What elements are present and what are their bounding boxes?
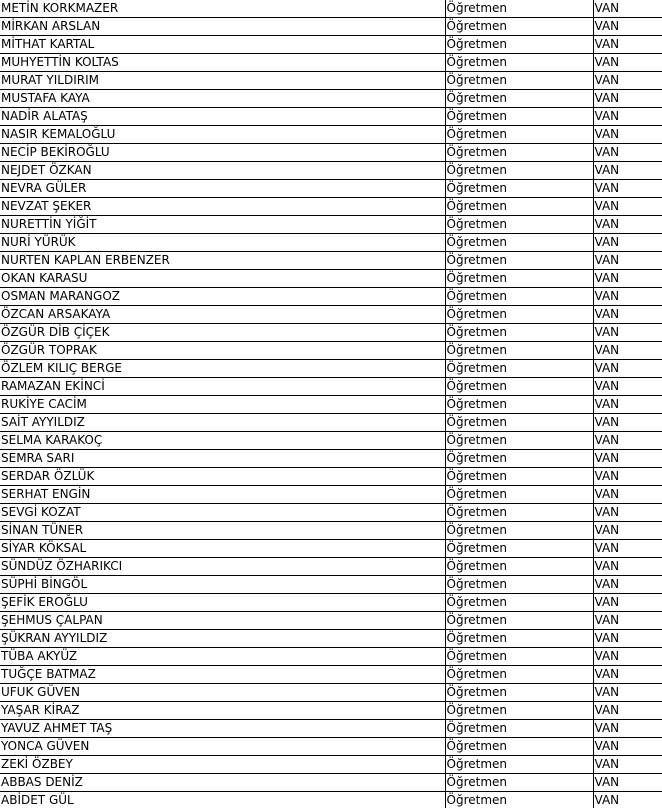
table-row <box>0 252 662 270</box>
city-cell[interactable]: VAN <box>593 378 662 396</box>
name-cell[interactable]: OSMAN MARANGOZ <box>0 288 445 306</box>
table-row <box>0 72 662 90</box>
table-row <box>0 216 662 234</box>
table-row <box>0 414 662 432</box>
city-cell[interactable]: VAN <box>593 630 662 648</box>
name-cell[interactable]: SEVGİ KOZAT <box>0 504 445 522</box>
city-cell[interactable]: VAN <box>593 198 662 216</box>
role-cell[interactable]: Öğretmen <box>445 90 593 108</box>
name-cell[interactable]: ÖZGÜR TOPRAK <box>0 342 445 360</box>
name-cell[interactable]: SERDAR ÖZLÜK <box>0 468 445 486</box>
table-row <box>0 270 662 288</box>
name-cell[interactable]: MURAT YILDIRIM <box>0 72 445 90</box>
name-cell[interactable]: NASIR KEMALOĞLU <box>0 126 445 144</box>
role-cell[interactable]: Öğretmen <box>445 342 593 360</box>
role-cell[interactable]: Öğretmen <box>445 738 593 756</box>
name-cell[interactable]: SÜPHİ BİNGÖL <box>0 576 445 594</box>
table-row <box>0 486 662 504</box>
role-cell[interactable]: Öğretmen <box>445 270 593 288</box>
role-cell[interactable]: Öğretmen <box>445 486 593 504</box>
city-cell[interactable]: VAN <box>593 684 662 702</box>
table-row <box>0 432 662 450</box>
role-cell[interactable]: Öğretmen <box>445 324 593 342</box>
table-row <box>0 126 662 144</box>
name-cell[interactable]: ŞÜKRAN AYYILDIZ <box>0 630 445 648</box>
name-cell[interactable]: NURTEN KAPLAN ERBENZER <box>0 252 445 270</box>
name-cell[interactable]: ÖZGÜR DİB ÇİÇEK <box>0 324 445 342</box>
role-cell[interactable]: Öğretmen <box>445 216 593 234</box>
table-row <box>0 378 662 396</box>
role-cell[interactable]: Öğretmen <box>445 432 593 450</box>
role-cell[interactable]: Öğretmen <box>445 540 593 558</box>
role-cell[interactable]: Öğretmen <box>445 396 593 414</box>
role-cell[interactable]: Öğretmen <box>445 558 593 576</box>
city-cell[interactable]: VAN <box>593 738 662 756</box>
role-cell[interactable]: Öğretmen <box>445 504 593 522</box>
table-row <box>0 720 662 738</box>
table-row <box>0 504 662 522</box>
name-cell[interactable]: TUĞÇE BATMAZ <box>0 666 445 684</box>
table-row <box>0 666 662 684</box>
name-cell[interactable]: TÜBA AKYÜZ <box>0 648 445 666</box>
city-cell[interactable]: VAN <box>593 486 662 504</box>
table-row <box>0 162 662 180</box>
name-cell[interactable]: YAVUZ AHMET TAŞ <box>0 720 445 738</box>
name-cell[interactable]: MUHYETTİN KOLTAS <box>0 54 445 72</box>
table-row <box>0 18 662 36</box>
name-cell[interactable]: SİYAR KÖKSAL <box>0 540 445 558</box>
role-cell[interactable]: Öğretmen <box>445 54 593 72</box>
table-row <box>0 594 662 612</box>
role-cell[interactable]: Öğretmen <box>445 162 593 180</box>
table-row <box>0 360 662 378</box>
table-row <box>0 144 662 162</box>
name-cell[interactable]: YAŞAR KİRAZ <box>0 702 445 720</box>
city-cell[interactable]: VAN <box>593 108 662 126</box>
name-cell[interactable]: NADİR ALATAŞ <box>0 108 445 126</box>
table-row <box>0 324 662 342</box>
table-row <box>0 756 662 774</box>
table-row <box>0 612 662 630</box>
table-row <box>0 702 662 720</box>
name-cell[interactable]: SERHAT ENGİN <box>0 486 445 504</box>
name-cell[interactable]: NEVRA GÜLER <box>0 180 445 198</box>
city-cell[interactable]: VAN <box>593 648 662 666</box>
name-cell[interactable]: ÖZLEM KILIÇ BERGE <box>0 360 445 378</box>
role-cell[interactable]: Öğretmen <box>445 36 593 54</box>
name-cell[interactable]: ŞEFİK EROĞLU <box>0 594 445 612</box>
city-cell[interactable]: VAN <box>593 180 662 198</box>
city-cell[interactable]: VAN <box>593 162 662 180</box>
table-row <box>0 0 662 18</box>
role-cell[interactable]: Öğretmen <box>445 612 593 630</box>
city-cell[interactable]: VAN <box>593 324 662 342</box>
table-row <box>0 54 662 72</box>
name-cell[interactable]: ABBAS DENİZ <box>0 774 445 792</box>
role-cell[interactable]: Öğretmen <box>445 522 593 540</box>
table-row <box>0 306 662 324</box>
role-cell[interactable]: Öğretmen <box>445 630 593 648</box>
name-cell[interactable]: NECİP BEKİROĞLU <box>0 144 445 162</box>
table-row <box>0 288 662 306</box>
city-cell[interactable]: VAN <box>593 216 662 234</box>
city-cell[interactable]: VAN <box>593 774 662 792</box>
table-row <box>0 558 662 576</box>
table-row <box>0 738 662 756</box>
name-cell[interactable]: RAMAZAN EKİNCİ <box>0 378 445 396</box>
name-cell[interactable]: MİTHAT KARTAL <box>0 36 445 54</box>
city-cell[interactable]: VAN <box>593 288 662 306</box>
name-cell[interactable]: SÜNDÜZ ÖZHARIKCI <box>0 558 445 576</box>
city-cell[interactable]: VAN <box>593 558 662 576</box>
role-cell[interactable]: Öğretmen <box>445 234 593 252</box>
city-cell[interactable]: VAN <box>593 0 662 18</box>
table-row <box>0 108 662 126</box>
name-cell[interactable]: NEVZAT ŞEKER <box>0 198 445 216</box>
role-cell[interactable]: Öğretmen <box>445 198 593 216</box>
table-row <box>0 630 662 648</box>
name-cell[interactable]: ABİDET GÜL <box>0 792 445 808</box>
name-cell[interactable]: SELMA KARAKOÇ <box>0 432 445 450</box>
city-cell[interactable]: VAN <box>593 306 662 324</box>
city-cell[interactable]: VAN <box>593 522 662 540</box>
table-row <box>0 198 662 216</box>
name-cell[interactable]: NURETTİN YİĞİT <box>0 216 445 234</box>
role-cell[interactable]: Öğretmen <box>445 306 593 324</box>
city-cell[interactable]: VAN <box>593 792 662 808</box>
table-row <box>0 684 662 702</box>
name-cell[interactable]: ŞEHMUS ÇALPAN <box>0 612 445 630</box>
city-cell[interactable]: VAN <box>593 414 662 432</box>
name-cell[interactable]: SİNAN TÜNER <box>0 522 445 540</box>
table-row <box>0 450 662 468</box>
city-cell[interactable]: VAN <box>593 90 662 108</box>
table-row <box>0 774 662 792</box>
city-cell[interactable]: VAN <box>593 342 662 360</box>
name-cell[interactable]: OKAN KARASU <box>0 270 445 288</box>
role-cell[interactable]: Öğretmen <box>445 378 593 396</box>
city-cell[interactable]: VAN <box>593 126 662 144</box>
role-cell[interactable]: Öğretmen <box>445 18 593 36</box>
city-cell[interactable]: VAN <box>593 72 662 90</box>
table-row <box>0 36 662 54</box>
city-cell[interactable]: VAN <box>593 468 662 486</box>
role-cell[interactable]: Öğretmen <box>445 774 593 792</box>
city-cell[interactable]: VAN <box>593 36 662 54</box>
table-row <box>0 576 662 594</box>
role-cell[interactable]: Öğretmen <box>445 648 593 666</box>
city-cell[interactable]: VAN <box>593 720 662 738</box>
role-cell[interactable]: Öğretmen <box>445 576 593 594</box>
city-cell[interactable]: VAN <box>593 54 662 72</box>
city-cell[interactable]: VAN <box>593 504 662 522</box>
role-cell[interactable]: Öğretmen <box>445 108 593 126</box>
role-cell[interactable]: Öğretmen <box>445 414 593 432</box>
role-cell[interactable]: Öğretmen <box>445 468 593 486</box>
city-cell[interactable]: VAN <box>593 702 662 720</box>
name-cell[interactable]: ZEKİ ÖZBEY <box>0 756 445 774</box>
role-cell[interactable]: Öğretmen <box>445 288 593 306</box>
name-cell[interactable]: NURİ YÜRÜK <box>0 234 445 252</box>
table-row <box>0 522 662 540</box>
city-cell[interactable]: VAN <box>593 270 662 288</box>
role-cell[interactable]: Öğretmen <box>445 450 593 468</box>
role-cell[interactable]: Öğretmen <box>445 144 593 162</box>
role-cell[interactable]: Öğretmen <box>445 720 593 738</box>
city-cell[interactable]: VAN <box>593 360 662 378</box>
city-cell[interactable]: VAN <box>593 234 662 252</box>
name-cell[interactable]: YONCA GÜVEN <box>0 738 445 756</box>
name-cell[interactable]: RUKİYE CACİM <box>0 396 445 414</box>
city-cell[interactable]: VAN <box>593 432 662 450</box>
table-row <box>0 90 662 108</box>
city-cell[interactable]: VAN <box>593 576 662 594</box>
name-cell[interactable]: MUSTAFA KAYA <box>0 90 445 108</box>
name-cell[interactable]: METİN KORKMAZER <box>0 0 445 18</box>
role-cell[interactable]: Öğretmen <box>445 702 593 720</box>
role-cell[interactable]: Öğretmen <box>445 666 593 684</box>
name-cell[interactable]: MİRKAN ARSLAN <box>0 18 445 36</box>
city-cell[interactable]: VAN <box>593 18 662 36</box>
city-cell[interactable]: VAN <box>593 756 662 774</box>
name-cell[interactable]: UFUK GÜVEN <box>0 684 445 702</box>
table-row <box>0 648 662 666</box>
name-cell[interactable]: NEJDET ÖZKAN <box>0 162 445 180</box>
table-row <box>0 180 662 198</box>
role-cell[interactable]: Öğretmen <box>445 252 593 270</box>
city-cell[interactable]: VAN <box>593 666 662 684</box>
role-cell[interactable]: Öğretmen <box>445 756 593 774</box>
role-cell[interactable]: Öğretmen <box>445 594 593 612</box>
table-row <box>0 342 662 360</box>
role-cell[interactable]: Öğretmen <box>445 180 593 198</box>
role-cell[interactable]: Öğretmen <box>445 360 593 378</box>
city-cell[interactable]: VAN <box>593 450 662 468</box>
role-cell[interactable]: Öğretmen <box>445 0 593 18</box>
role-cell[interactable]: Öğretmen <box>445 72 593 90</box>
table-row <box>0 792 662 808</box>
name-cell[interactable]: SAİT AYYILDIZ <box>0 414 445 432</box>
city-cell[interactable]: VAN <box>593 594 662 612</box>
city-cell[interactable]: VAN <box>593 144 662 162</box>
role-cell[interactable]: Öğretmen <box>445 792 593 808</box>
table-row <box>0 396 662 414</box>
city-cell[interactable]: VAN <box>593 540 662 558</box>
city-cell[interactable]: VAN <box>593 612 662 630</box>
table-row <box>0 234 662 252</box>
name-cell[interactable]: ÖZCAN ARSAKAYA <box>0 306 445 324</box>
role-cell[interactable]: Öğretmen <box>445 126 593 144</box>
city-cell[interactable]: VAN <box>593 396 662 414</box>
table-row <box>0 468 662 486</box>
city-cell[interactable]: VAN <box>593 252 662 270</box>
name-cell[interactable]: SEMRA SARI <box>0 450 445 468</box>
role-cell[interactable]: Öğretmen <box>445 684 593 702</box>
table-row <box>0 540 662 558</box>
